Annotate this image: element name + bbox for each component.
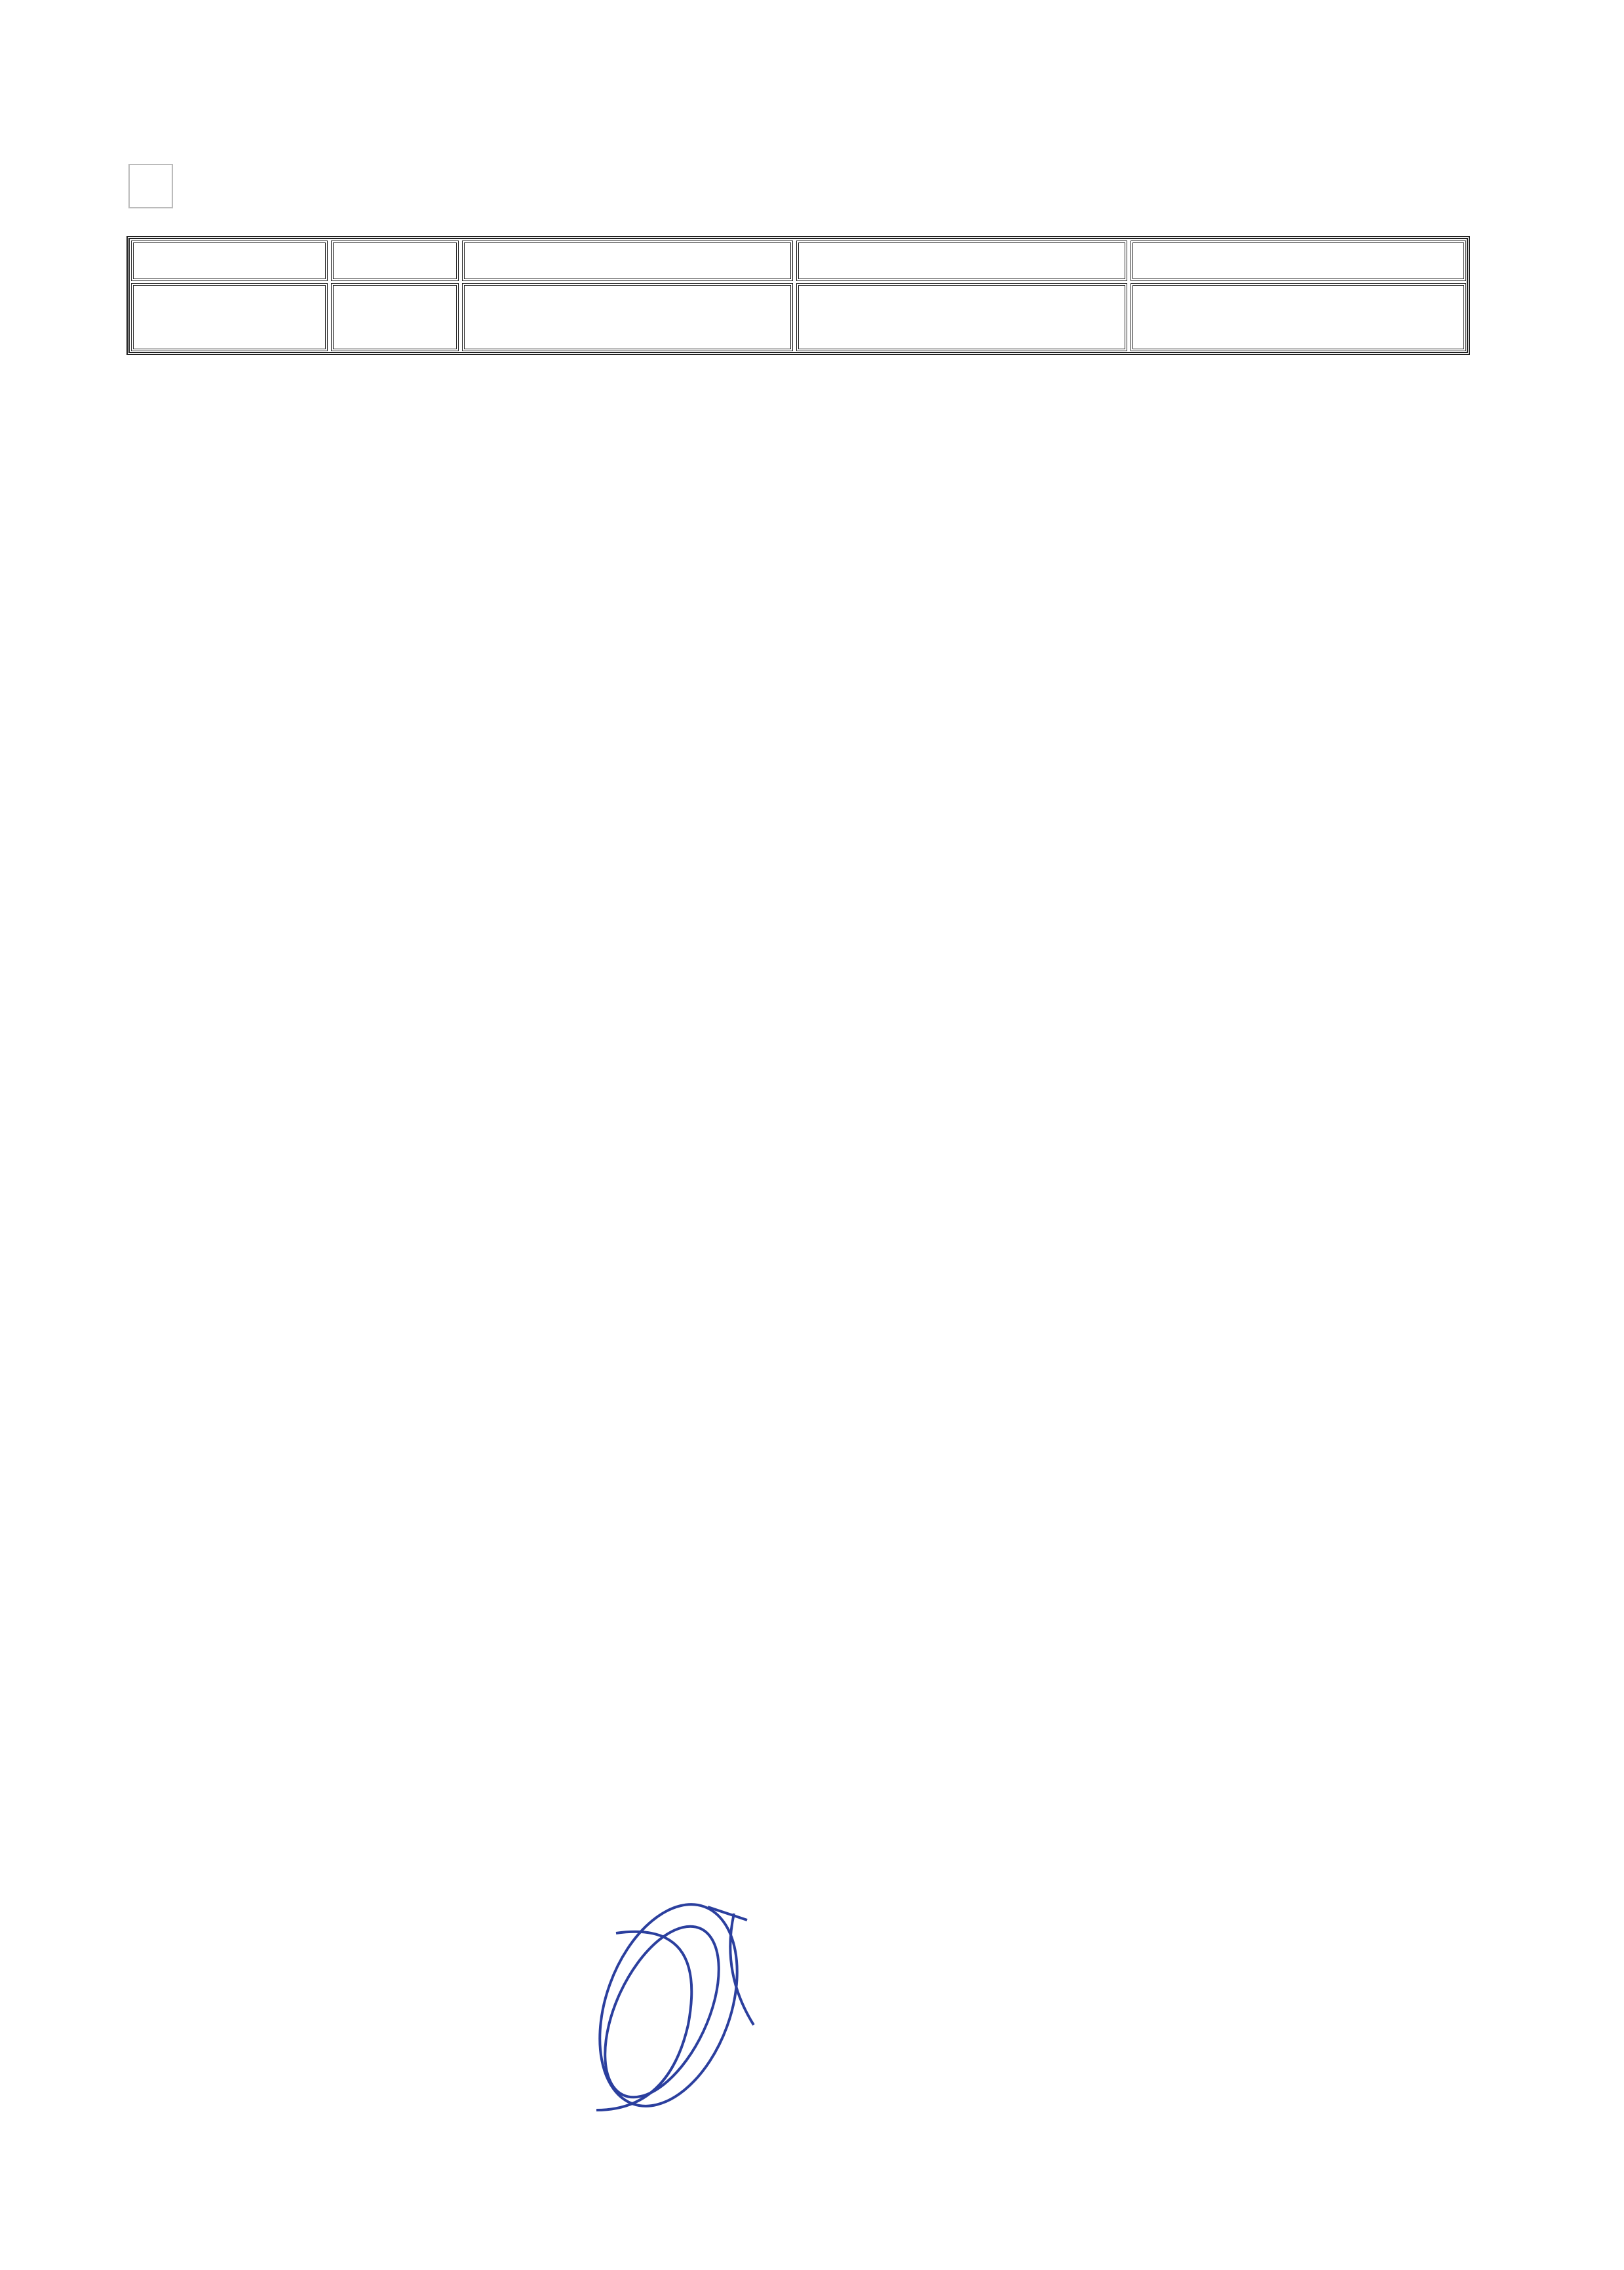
match-date	[131, 283, 328, 351]
bandeira-amarelo-header	[1131, 240, 1466, 281]
red-flag-name	[796, 283, 1127, 351]
juiz-header	[462, 240, 793, 281]
close-button[interactable]	[128, 164, 173, 208]
referee-signature	[537, 1894, 813, 2143]
bandeira-vermelho-header	[796, 240, 1127, 281]
match-time	[331, 283, 459, 351]
horario-header	[331, 240, 459, 281]
yellow-flag-name	[1131, 283, 1466, 351]
data-header	[131, 240, 328, 281]
referee-name	[462, 283, 793, 351]
